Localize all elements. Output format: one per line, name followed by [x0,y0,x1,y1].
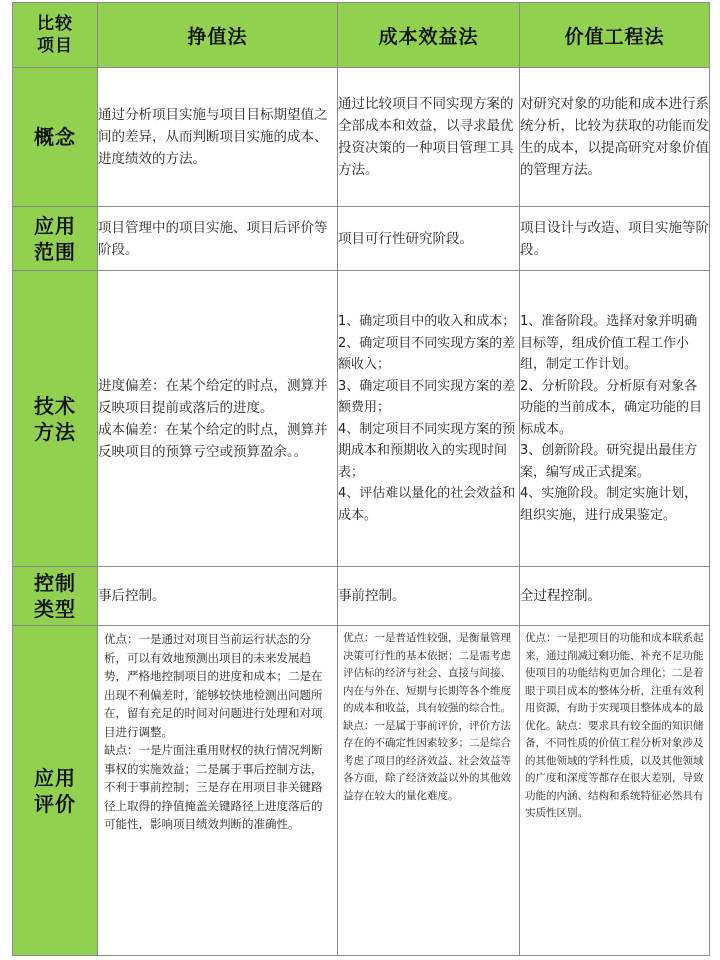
row-header-concept: 概念 [13,68,98,207]
cell-method-cost-benefit: 1、确定项目中的收入和成本； 2、确定项目不同实现方案的差额收入； 3、确定项目不同实现方案的差额费用； 4、制定项目不同实现方案的预期成本和预期收入的实现时间表； 4、评估难以量化的社会效益和成本。 [338,271,520,567]
comparison-table [12,2,710,956]
column-header-value-engineering: 价值工程法 [520,3,710,68]
cell-control-cost-benefit: 事前控制。 [338,567,520,626]
cell-scope-value-engineering: 项目设计与改造、项目实施等阶段。 [520,207,710,271]
row-header-evaluation: 应用 评价 [13,626,98,956]
row-header-scope: 应用 范围 [13,207,98,271]
cell-control-value-engineering: 全过程控制。 [520,567,710,626]
corner-header: 比较 项目 [13,3,98,68]
row-evaluation [13,626,710,956]
cell-method-earned-value: 进度偏差：在某个给定的时点，测算并反映项目提前或落后的进度。 成本偏差：在某个给定的时点，测算并反映项目的预算亏空或预算盈余。。 [98,271,338,567]
row-scope [13,207,710,271]
cell-concept-cost-benefit: 通过比较项目不同实现方案的全部成本和效益，以寻求最优投资决策的一种项目管理工具方法。 [338,68,520,207]
row-header-method: 技术 方法 [13,271,98,567]
cell-evaluation-value-engineering: 优点：一是把项目的功能和成本联系起来，通过削减过剩功能、补充不足功能使项目的功能结构更加合理化；二是着眼于项目成本的整体分析，注重有效利用资源，有助于实现项目整体成本的最优化。缺点：要求具有较全面的知识储备，不同性质的价值工程分析对象涉及的其他领域的学科性质，以及其他领域的广度和深度等都存在很大差别，导致功能的内涵、结构和系统特征必然具有实质性区别。 [520,626,710,956]
cell-scope-cost-benefit: 项目可行性研究阶段。 [338,207,520,271]
header-row [13,3,710,68]
column-header-earned-value: 挣值法 [98,3,338,68]
row-header-control-type: 控制 类型 [13,567,98,626]
cell-method-value-engineering: 1、准备阶段。选择对象并明确目标等，组成价值工程工作小组，制定工作计划。 2、分析阶段。分析原有对象各功能的当前成本，确定功能的目标成本。 3、创新阶段。研究提出最佳方案，编写成正式提案。 4、实施阶段。制定实施计划，组织实施，进行成果鉴定。 [520,271,710,567]
row-control-type [13,567,710,626]
cell-concept-earned-value: 通过分析项目实施与项目目标期望值之间的差异，从而判断项目实施的成本、进度绩效的方法。 [98,68,338,207]
cell-scope-earned-value: 项目管理中的项目实施、项目后评价等阶段。 [98,207,338,271]
cell-concept-value-engineering: 对研究对象的功能和成本进行系统分析，比较为获取的功能而发生的成本，以提高研究对象价值的管理方法。 [520,68,710,207]
row-concept [13,68,710,207]
column-header-cost-benefit: 成本效益法 [338,3,520,68]
cell-control-earned-value: 事后控制。 [98,567,338,626]
row-method [13,271,710,567]
cell-evaluation-earned-value: 优点：一是通过对项目当前运行状态的分析，可以有效地预测出项目的未来发展趋势，严格地控制项目的进度和成本；二是在出现不利偏差时，能够较快地检测出问题所在，留有充足的时间对问题进行处理和对项目进行调整。 缺点：一是片面注重用财权的执行情况判断事权的实施效益；二是属于事后控制方法，不利于事前控制；三是存在用项目非关键路径上取得的挣值掩盖关键路径上进度落后的可能性，影响项目绩效判断的准确性。 [98,626,338,956]
cell-evaluation-cost-benefit: 优点：一是普适性较强，是衡量管理决策可行性的基本依据；二是需考虑评估标的经济与社会、直接与间接、内在与外在、短期与长期等各个维度的成本和收益，具有较强的综合性。 缺点：一是属于事前评价，评价方法存在的不确定性因素较多；二是综合考虑了项目的经济效益、社会效益等各方面，除了经济效益以外的其他效益存在较大的量化难度。 [338,626,520,956]
